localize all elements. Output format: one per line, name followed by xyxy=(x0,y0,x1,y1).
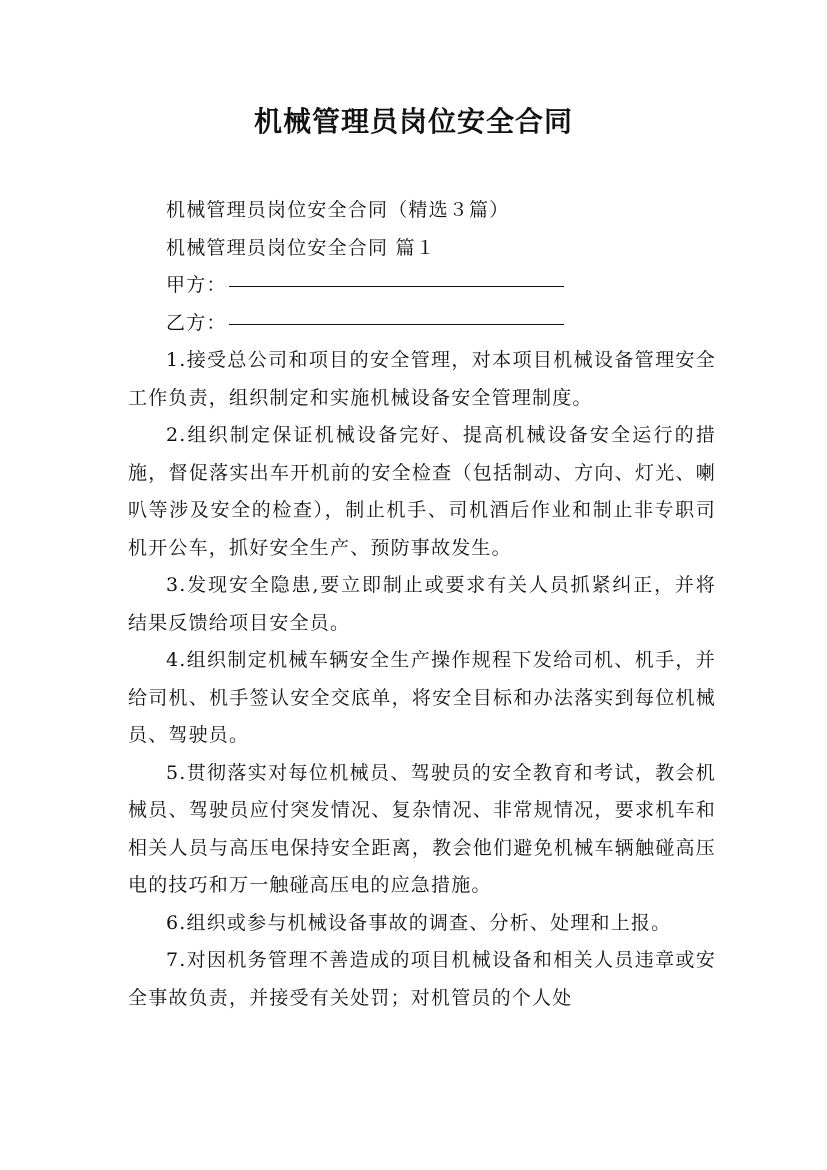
party-a-line xyxy=(128,267,716,305)
clause-paragraph: 5.贯彻落实对每位机械员、驾驶员的安全教育和考试，教会机械员、驾驶员应付突发情况、复杂情况、非常规情况，要求机车和相关人员与高压电保持安全距离，教会他们避免机械车辆触碰高压电的技巧和万一触碰高压电的应急措施。 xyxy=(128,761,716,896)
clause-paragraph: 7.对因机务管理不善造成的项目机械设备和相关人员违章或安全事故负责，并接受有关处罚；对机管员的个人处 xyxy=(128,949,716,1009)
party-b-blank xyxy=(229,323,564,325)
party-a-label: 甲方： xyxy=(166,274,227,296)
party-b-label: 乙方： xyxy=(166,311,227,334)
section-heading: 机械管理员岗位安全合同 篇１ xyxy=(166,236,436,259)
clause-paragraph: 4.组织制定机械车辆安全生产操作规程下发给司机、机手，并给司机、机手签认安全交底单，将安全目标和办法落实到每位机械员、驾驶员。 xyxy=(128,649,716,746)
document-body xyxy=(128,192,716,1017)
clause-paragraph: 6.组织或参与机械设备事故的调查、分析、处理和上报。 xyxy=(166,911,672,934)
party-b-line xyxy=(128,305,716,343)
party-a-blank xyxy=(229,285,564,287)
clause-paragraph: 3.发现安全隐患,要立即制止或要求有关人员抓紧纠正，并将结果反馈给项目安全员。 xyxy=(128,574,716,634)
clause-paragraph: 1.接受总公司和项目的安全管理，对本项目机械设备管理安全工作负责，组织制定和实施机械设备安全管理制度。 xyxy=(128,349,716,409)
document-subtitle: 机械管理员岗位安全合同（精选３篇） xyxy=(166,199,510,221)
document-title: 机械管理员岗位安全合同 xyxy=(253,105,573,138)
clause-paragraph: 2.组织制定保证机械设备完好、提高机械设备安全运行的措施，督促落实出车开机前的安全检查（包括制动、方向、灯光、喇叭等涉及安全的检查），制止机手、司机酒后作业和制止非专职司机开公车，抓好安全生产、预防事故发生。 xyxy=(128,424,716,559)
